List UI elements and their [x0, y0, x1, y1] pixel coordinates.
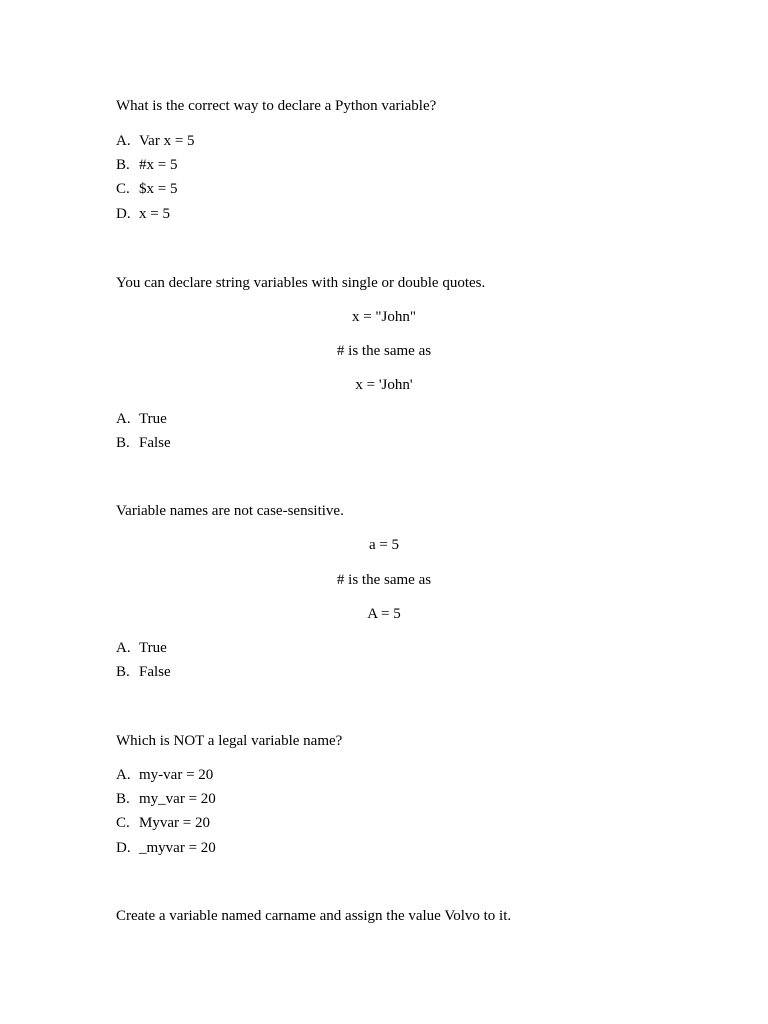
- question-3-code-line-2: # is the same as: [336, 572, 432, 588]
- option-text: _myvar = 20: [139, 840, 216, 856]
- option-text: False: [139, 664, 171, 680]
- question-2-option-a[interactable]: [116, 410, 167, 428]
- option-text: my-var = 20: [139, 767, 214, 783]
- question-1-prompt: What is the correct way to declare a Python variable?: [116, 98, 437, 114]
- question-5-prompt: Create a variable named carname and assign the value Volvo to it.: [116, 908, 512, 924]
- question-4-option-b[interactable]: [116, 790, 216, 808]
- option-letter: C.: [116, 181, 130, 197]
- option-letter: B.: [116, 435, 130, 451]
- question-2-option-b[interactable]: [116, 434, 171, 452]
- question-4-option-a[interactable]: [116, 766, 213, 784]
- question-3-option-b[interactable]: [116, 663, 171, 681]
- option-text: Var x = 5: [139, 133, 195, 149]
- option-text: #x = 5: [139, 157, 178, 173]
- question-2-code-line-3: x = 'John': [355, 377, 413, 393]
- option-text: True: [139, 411, 167, 427]
- question-2-code-line-2: # is the same as: [336, 343, 432, 359]
- option-letter: A.: [116, 767, 131, 783]
- option-letter: B.: [116, 157, 130, 173]
- option-letter: A.: [116, 411, 131, 427]
- question-1-option-a[interactable]: [116, 132, 195, 150]
- question-1-option-d[interactable]: [116, 205, 170, 223]
- question-1-option-b[interactable]: [116, 156, 177, 174]
- option-text: False: [139, 435, 171, 451]
- question-4-prompt: Which is NOT a legal variable name?: [116, 733, 343, 749]
- option-letter: A.: [116, 640, 131, 656]
- option-text: x = 5: [139, 206, 170, 222]
- question-2-prompt: You can declare string variables with single or double quotes.: [116, 275, 486, 291]
- question-3-option-a[interactable]: [116, 639, 167, 657]
- option-text: Myvar = 20: [139, 815, 210, 831]
- option-letter: B.: [116, 664, 130, 680]
- option-text: True: [139, 640, 167, 656]
- option-letter: A.: [116, 133, 131, 149]
- option-text: my_var = 20: [139, 791, 216, 807]
- question-1-option-c[interactable]: [116, 180, 177, 198]
- option-text: $x = 5: [139, 181, 178, 197]
- question-3-prompt: Variable names are not case-sensitive.: [116, 503, 344, 519]
- question-3-code-line-3: A = 5: [367, 606, 401, 622]
- option-letter: D.: [116, 206, 131, 222]
- question-4-option-d[interactable]: [116, 839, 216, 857]
- question-4-option-c[interactable]: [116, 814, 210, 832]
- option-letter: D.: [116, 840, 131, 856]
- question-3-code-line-1: a = 5: [368, 537, 400, 553]
- option-letter: B.: [116, 791, 130, 807]
- question-2-code-line-1: x = "John": [351, 309, 417, 325]
- option-letter: C.: [116, 815, 130, 831]
